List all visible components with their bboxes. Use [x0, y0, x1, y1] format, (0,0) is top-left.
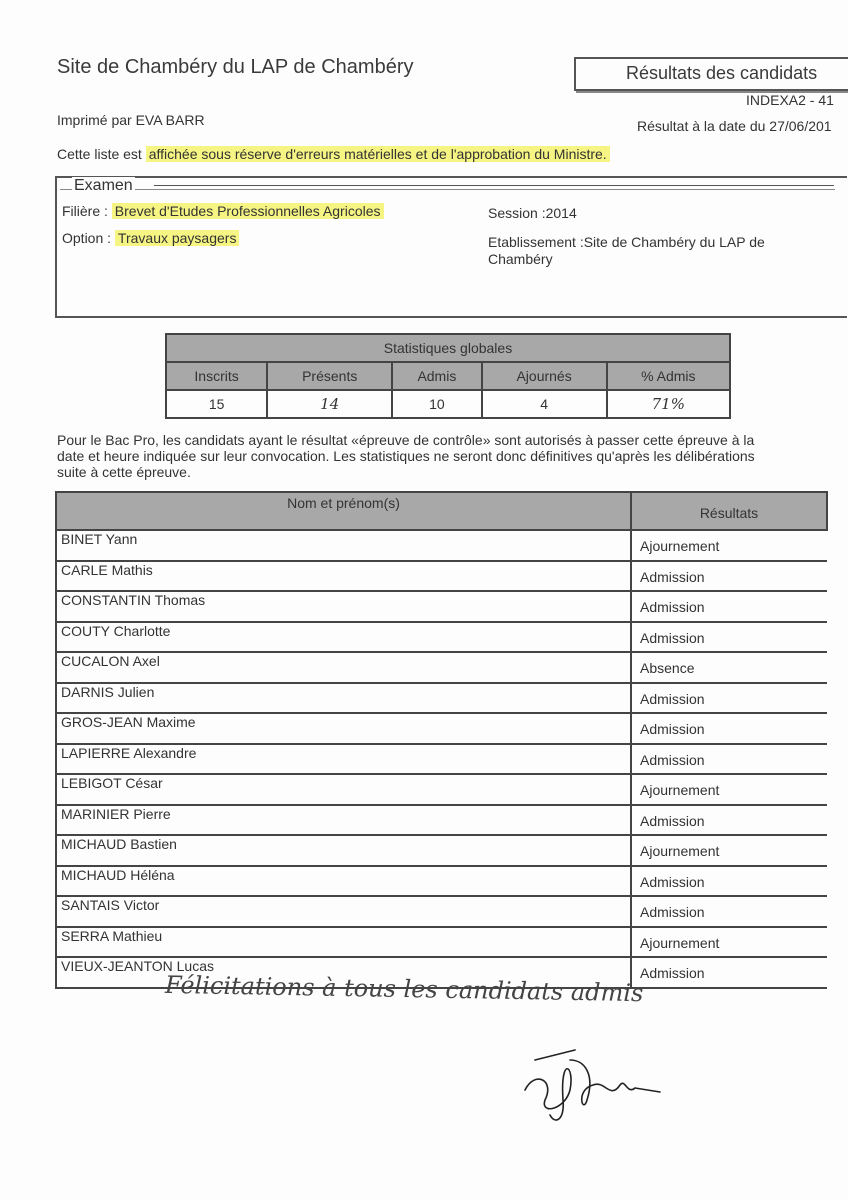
table-row [56, 683, 827, 714]
candidate-name: BINET Yann [56, 530, 631, 561]
stats-value-inscrits: 15 [166, 390, 267, 418]
stats-value-pct-admis: 71% [607, 390, 730, 418]
handwritten-note: Félicitations à tous les candidats admis [164, 970, 644, 1008]
result-date: Résultat à la date du 27/06/201 [637, 118, 832, 134]
table-row [56, 713, 827, 744]
candidate-name: MARINIER Pierre [56, 805, 631, 836]
table-row [56, 530, 827, 561]
filiere-value: Brevet d'Etudes Professionnelles Agricoles [112, 203, 384, 219]
site-title: Site de Chambéry du LAP de Chambéry [57, 56, 414, 78]
table-row [56, 927, 827, 958]
candidates-body [56, 530, 827, 988]
candidate-result: Admission [631, 591, 827, 622]
candidate-name: SERRA Mathieu [56, 927, 631, 958]
candidate-result: Admission [631, 957, 827, 988]
stats-header-admis: Admis [392, 362, 481, 390]
candidate-result: Admission [631, 713, 827, 744]
exam-label: Examen [74, 177, 133, 194]
index-code: INDEXA2 - 41 [746, 92, 834, 108]
signature-icon [515, 1030, 675, 1130]
candidate-result: Ajournement [631, 927, 827, 958]
stats-title: Statistiques globales [166, 334, 730, 362]
table-row [56, 744, 827, 775]
notice-prefix: Cette liste est [57, 146, 146, 162]
printed-by: Imprimé par EVA BARR [57, 112, 205, 128]
stats-header-ajournes: Ajournés [482, 362, 607, 390]
candidate-name: DARNIS Julien [56, 683, 631, 714]
filiere-label: Filière : [62, 203, 112, 219]
option-value: Travaux paysagers [115, 230, 240, 246]
exam-divider-2 [60, 189, 835, 190]
notice-highlight: affichée sous réserve d'erreurs matérielles et de l'approbation du Ministre. [146, 146, 610, 162]
stats-header-pct-admis: % Admis [607, 362, 730, 390]
stats-value-admis: 10 [392, 390, 481, 418]
results-title-box [574, 57, 848, 91]
table-row [56, 896, 827, 927]
table-row [56, 774, 827, 805]
table-row [56, 622, 827, 653]
candidate-name: CONSTANTIN Thomas [56, 591, 631, 622]
candidate-result: Admission [631, 622, 827, 653]
option [62, 230, 239, 246]
candidate-name: CARLE Mathis [56, 561, 631, 592]
candidate-name: LEBIGOT César [56, 774, 631, 805]
stats-header-inscrits: Inscrits [166, 362, 267, 390]
candidate-name: VIEUX-JEANTON Lucas [56, 957, 631, 988]
table-row [56, 561, 827, 592]
notice [57, 146, 610, 162]
candidate-name: SANTAIS Victor [56, 896, 631, 927]
candidate-result: Admission [631, 805, 827, 836]
candidate-result: Absence [631, 652, 827, 683]
candidate-result: Admission [631, 896, 827, 927]
candidate-name: CUCALON Axel [56, 652, 631, 683]
stats-header-presents: Présents [267, 362, 392, 390]
exam-divider [154, 185, 834, 186]
candidate-result: Admission [631, 744, 827, 775]
stats-value-ajournes: 4 [482, 390, 607, 418]
option-label: Option : [62, 230, 115, 246]
candidates-table [55, 491, 828, 989]
stats-table [165, 333, 731, 419]
etablissement: Etablissement :Site de Chambéry du LAP de Chambéry [488, 234, 765, 267]
column-header-result: Résultats [631, 492, 827, 530]
table-row [56, 652, 827, 683]
candidate-name: GROS-JEAN Maxime [56, 713, 631, 744]
candidate-name: LAPIERRE Alexandre [56, 744, 631, 775]
candidate-result: Admission [631, 866, 827, 897]
session: Session :2014 [488, 205, 577, 221]
candidate-name: COUTY Charlotte [56, 622, 631, 653]
stats-value-presents: 14 [267, 390, 392, 418]
table-row [56, 866, 827, 897]
bac-pro-note: Pour le Bac Pro, les candidats ayant le résultat «épreuve de contrôle» sont autorisés à passer cette épreuve à la date et heure indiquée sur leur convocation. Les statistiques ne seront donc définitives qu'après les délibérations suite à cette épreuve. [57, 432, 755, 480]
candidate-result: Admission [631, 683, 827, 714]
filiere [62, 203, 384, 219]
candidate-name: MICHAUD Héléna [56, 866, 631, 897]
results-title: Résultats des candidats [626, 63, 818, 83]
column-header-name: Nom et prénom(s) [56, 492, 631, 530]
table-row [56, 591, 827, 622]
candidate-result: Admission [631, 561, 827, 592]
table-row [56, 835, 827, 866]
candidate-result: Ajournement [631, 530, 827, 561]
candidate-result: Ajournement [631, 774, 827, 805]
candidate-name: MICHAUD Bastien [56, 835, 631, 866]
table-row [56, 805, 827, 836]
candidate-result: Ajournement [631, 835, 827, 866]
